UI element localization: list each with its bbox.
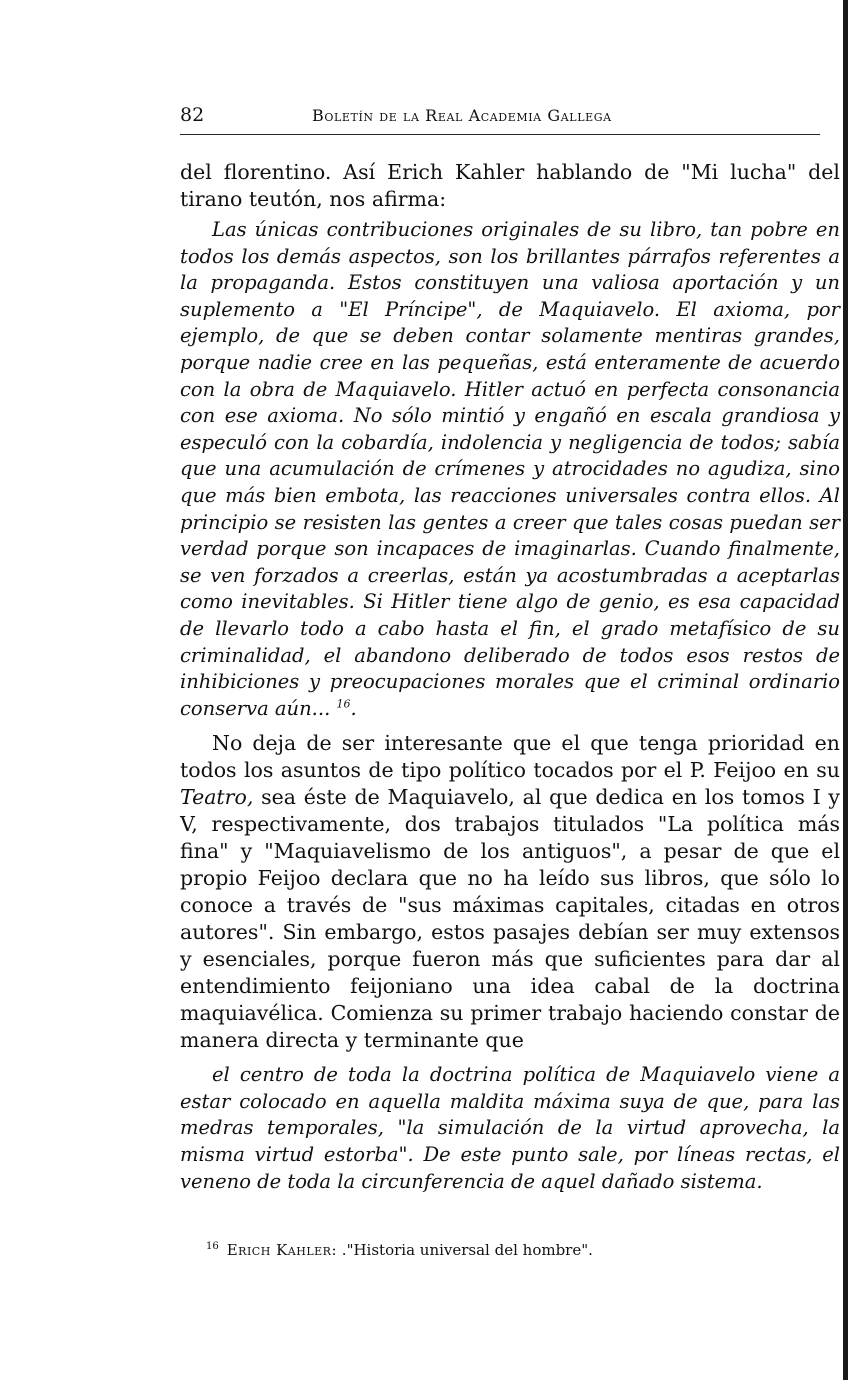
paragraph-intro: del florentino. Así Erich Kahler hablando de "Mi lucha" del tirano teutón, nos afirma: bbox=[180, 160, 840, 211]
page-number: 82 bbox=[180, 104, 205, 126]
paragraph-feijoo bbox=[180, 730, 840, 1054]
page-edge-line bbox=[843, 0, 848, 1380]
footnote-number: 16 bbox=[206, 1241, 219, 1253]
footnote-author: Erich Kahler: bbox=[226, 1241, 338, 1260]
quote-kahler-end: . bbox=[350, 696, 357, 720]
paragraph-feijoo-rest: sea éste de Maquiavelo, al que dedica en los tomos I y V, respectivamente, dos trabajos titulados "La política más fina" y "Maquiavelismo de los antiguos", a pesar de que el propio Feijoo declara que no ha leído sus libros, que sólo lo conoce a través de "sus máximas capitales, citadas en otros autores". Sin embargo, estos pasajes debían ser muy extensos y esenciales, porque fueron más que suficientes para dar al entendimiento feijoniano una idea cabal de la doctrina maquiavélica. Comienza su primer trabajo haciendo constar de manera directa y terminante que bbox=[180, 785, 840, 1053]
paragraph-feijoo-start: No deja de ser interesante que el que tenga prioridad en todos los asuntos de tipo político tocados por el P. Feijoo en su bbox=[180, 731, 840, 783]
quote-kahler bbox=[180, 217, 840, 722]
footnote-ref: 16 bbox=[336, 697, 351, 711]
page-header bbox=[180, 100, 820, 135]
quote-kahler-text: Las únicas contribuciones originales de su libro, tan pobre en todos los demás aspectos, son los brillantes párrafos referentes a la propaganda. Estos constituyen una valiosa aportación y un suplemento a "El Príncipe", de Maquiavelo. El axioma, por ejemplo, de que se deben contar solamente mentiras grandes, porque nadie cree en las pequeñas, está enteramente de acuerdo con la obra de Maquiavelo. Hitler actuó en perfecta consonancia con ese axioma. No sólo mintió y engañó en escala grandiosa y especuló con la cobardía, indolencia y negligencia de todos; sabía que una acumulación de crímenes y atrocidades no agudiza, sino que más bien embota, las reacciones universales contra ellos. Al principio se resisten las gentes a creer que tales cosas puedan ser verdad porque son incapaces de imaginarlas. Cuando finalmente, se ven forzados a creerlas, están ya acostumbradas a aceptarlas como inevitables. Si Hitler tiene algo de genio, es esa capacidad de llevarlo todo a cabo hasta el fin, el grado metafísico de su criminalidad, el abandono deliberado de todos esos restos de inhibiciones y preocupaciones morales que el criminal ordinario conserva aún... bbox=[180, 218, 840, 720]
running-title: Boletín de la Real Academia Gallega bbox=[312, 106, 612, 125]
footnote-title: ."Historia universal del hombre". bbox=[341, 1241, 593, 1260]
book-page bbox=[180, 100, 840, 1275]
teatro-title: Teatro, bbox=[180, 785, 254, 810]
footnote bbox=[206, 1237, 840, 1260]
quote-feijoo: el centro de toda la doctrina política de Maquiavelo viene a estar colocado en aquella maldita máxima suya de que, para las medras temporales, "la simulación de la virtud aprovecha, la misma virtud estorba". De este punto sale, por líneas rectas, el veneno de toda la circunferencia de aquel dañado sistema. bbox=[180, 1063, 840, 1193]
